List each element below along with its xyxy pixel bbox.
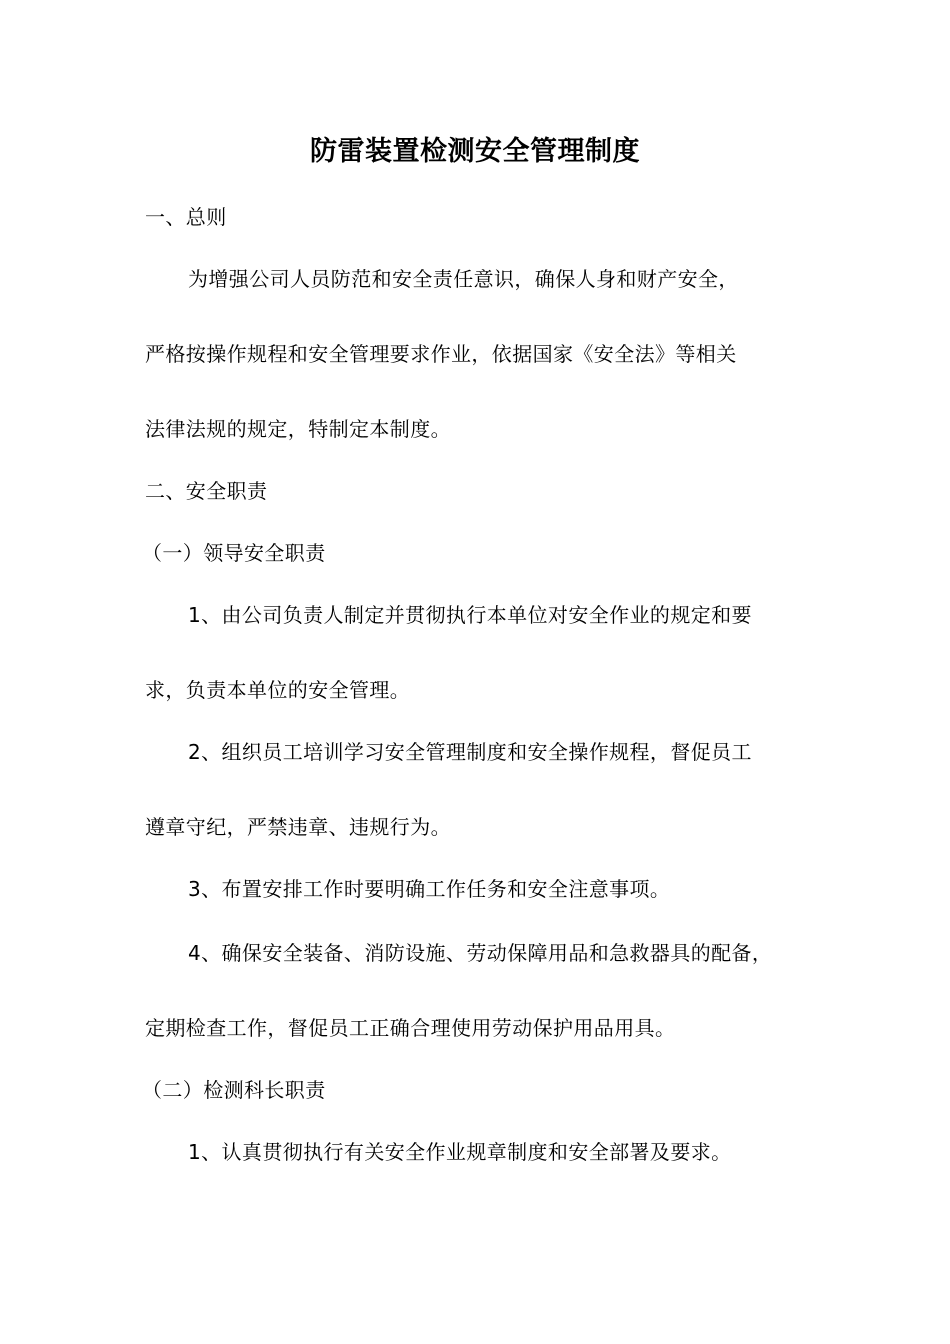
paragraph-line: 定期检查工作，督促员工正确合理使用劳动保护用品用具。 [145,1016,676,1040]
section-heading-general: 一、总则 [145,205,227,229]
paragraph-line: 3、布置安排工作时要明确工作任务和安全注意事项。 [188,877,671,901]
document-title: 防雷装置检测安全管理制度 [310,136,640,167]
subsection-heading-leader: （一）领导安全职责 [142,541,326,565]
paragraph-line: 4、确保安全装备、消防设施、劳动保障用品和急救器具的配备， [188,941,773,965]
paragraph-line: 遵章守纪，严禁违章、违规行为。 [145,815,451,839]
paragraph-line: 求，负责本单位的安全管理。 [145,678,411,702]
paragraph-line: 1、认真贯彻执行有关安全作业规章制度和安全部署及要求。 [188,1140,732,1164]
paragraph-line: 法律法规的规定，特制定本制度。 [145,417,451,441]
section-heading-duties: 二、安全职责 [145,479,268,503]
paragraph-line: 1、由公司负责人制定并贯彻执行本单位对安全作业的规定和要 [188,603,752,627]
paragraph-line: 2、组织员工培训学习安全管理制度和安全操作规程，督促员工 [188,740,752,764]
subsection-heading-chief: （二）检测科长职责 [142,1078,326,1102]
paragraph-line: 为增强公司人员防范和安全责任意识，确保人身和财产安全， [188,267,739,291]
paragraph-line: 严格按操作规程和安全管理要求作业，依据国家《安全法》等相关 [145,342,737,366]
